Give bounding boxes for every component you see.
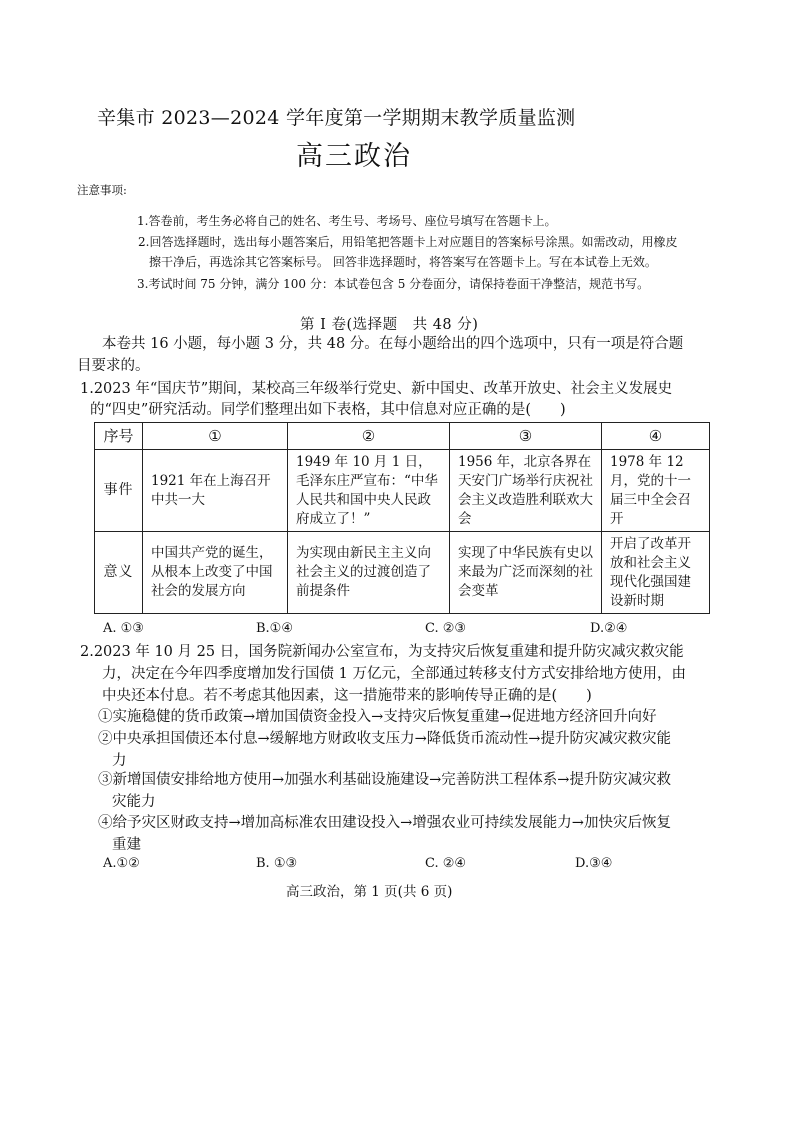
- question-2-option-b[interactable]: B. ①③: [256, 856, 298, 871]
- question-1-options: [103, 621, 663, 639]
- notice-item-1: 1.答卷前，考生务必将自己的姓名、考生号、考场号、座位号填写在答题卡上。: [137, 214, 557, 228]
- question-1-table: [94, 422, 710, 614]
- subject-title: 高三政治: [296, 141, 412, 172]
- table-header-cell: ①: [143, 423, 288, 450]
- question-1-option-c[interactable]: C. ②③: [425, 621, 467, 636]
- table-header-cell: ③: [450, 423, 602, 450]
- table-cell-meaning: 中国共产党的诞生，从根本上改变了中国社会的发展方向: [143, 532, 288, 614]
- notice-label: 注意事项:: [77, 183, 127, 197]
- table-header-row: [95, 423, 710, 450]
- row-label-meaning: 意义: [95, 532, 143, 614]
- question-2-item-3-continued: 灾能力: [112, 794, 156, 810]
- exam-title: 辛集市 2023—2024 学年度第一学期期末教学质量监测: [97, 107, 576, 129]
- table-row-meaning: [95, 532, 710, 614]
- question-2-item-4-continued: 重建: [112, 837, 141, 853]
- section-intro: 本卷共 16 小题，每小题 3 分，共 48 分。在每小题给出的四个选项中，只有一项是符合题: [102, 336, 684, 352]
- section-intro-continued: 目要求的。: [77, 358, 150, 374]
- table-cell-event: 1978 年 12 月，党的十一届三中全会召开: [602, 450, 710, 532]
- table-header-cell: 序号: [95, 423, 143, 450]
- question-2-item-4: ④给予灾区财政支持→增加高标准农田建设投入→增强农业可持续发展能力→加快灾后恢复: [98, 815, 671, 831]
- section-title: 第 Ⅰ 卷(选择题 共 48 分): [300, 317, 479, 333]
- notice-item-2: 2.回答选择题时，选出每小题答案后，用铅笔把答题卡上对应题目的答案标号涂黑。如需改动，用橡皮: [138, 235, 678, 249]
- question-2-options: [103, 856, 663, 874]
- question-2-option-a[interactable]: A.①②: [103, 856, 140, 871]
- notice-item-2-continued: 擦干净后，再选涂其它答案标号。 回答非选择题时，将答案写在答题卡上。写在本试卷上无效。: [149, 255, 657, 269]
- table-header-cell: ④: [602, 423, 710, 450]
- question-1-stem: 1.2023 年“国庆节”期间，某校高三年级举行党史、新中国史、改革开放史、社会主义发展史: [80, 381, 673, 397]
- question-2-item-3: ③新增国债安排给地方使用→加强水利基础设施建设→完善防洪工程体系→提升防灾减灾救: [98, 772, 671, 788]
- question-2-stem: 2.2023 年 10 月 25 日，国务院新闻办公室宣布，为支持灾后恢复重建和提升防灾减灾救灾能: [80, 644, 684, 660]
- question-2-option-c[interactable]: C. ②④: [425, 856, 467, 871]
- question-2-item-2: ②中央承担国债还本付息→缓解地方财政收支压力→降低货币流动性→提升防灾减灾救灾能: [98, 731, 671, 747]
- table-cell-event: 1949 年 10 月 1 日，毛泽东庄严宣布：“中华人民共和国中央人民政府成立了！”: [288, 450, 450, 532]
- question-2-item-1: ①实施稳健的货币政策→增加国债资金投入→支持灾后恢复重建→促进地方经济回升向好: [98, 709, 657, 725]
- table-cell-event: 1921 年在上海召开中共一大: [143, 450, 288, 532]
- table-cell-meaning: 实现了中华民族有史以来最为广泛而深刻的社会变革: [450, 532, 602, 614]
- page-footer: 高三政治，第 1 页(共 6 页): [286, 884, 453, 900]
- table-cell-event: 1956 年，北京各界在天安门广场举行庆祝社会主义改造胜利联欢大会: [450, 450, 602, 532]
- question-1-option-b[interactable]: B.①④: [256, 621, 293, 636]
- table-header-cell: ②: [288, 423, 450, 450]
- question-2-item-2-continued: 力: [112, 753, 127, 769]
- notice-item-3: 3.考试时间 75 分钟，满分 100 分：本试卷包含 5 分卷面分，请保持卷面干净整洁，规范书写。: [137, 277, 650, 291]
- table-row-event: [95, 450, 710, 532]
- question-1-option-d[interactable]: D.②④: [590, 621, 628, 636]
- table-cell-meaning: 为实现由新民主主义向社会主义的过渡创造了前提条件: [288, 532, 450, 614]
- row-label-event: 事件: [95, 450, 143, 532]
- question-1-option-a[interactable]: A. ①③: [103, 621, 144, 636]
- question-2-stem-continued: 中央还本付息。若不考虑其他因素，这一措施带来的影响传导正确的是( ): [102, 688, 592, 704]
- question-2-option-d[interactable]: D.③④: [575, 856, 613, 871]
- question-2-stem-continued: 力，决定在今年四季度增加发行国债 1 万亿元，全部通过转移支付方式安排给地方使用，由: [102, 666, 686, 682]
- question-1-stem-continued: 的“四史”研究活动。同学们整理出如下表格，其中信息对应正确的是( ): [90, 402, 566, 418]
- table-cell-meaning: 开启了改革开放和社会主义现代化强国建设新时期: [602, 532, 710, 614]
